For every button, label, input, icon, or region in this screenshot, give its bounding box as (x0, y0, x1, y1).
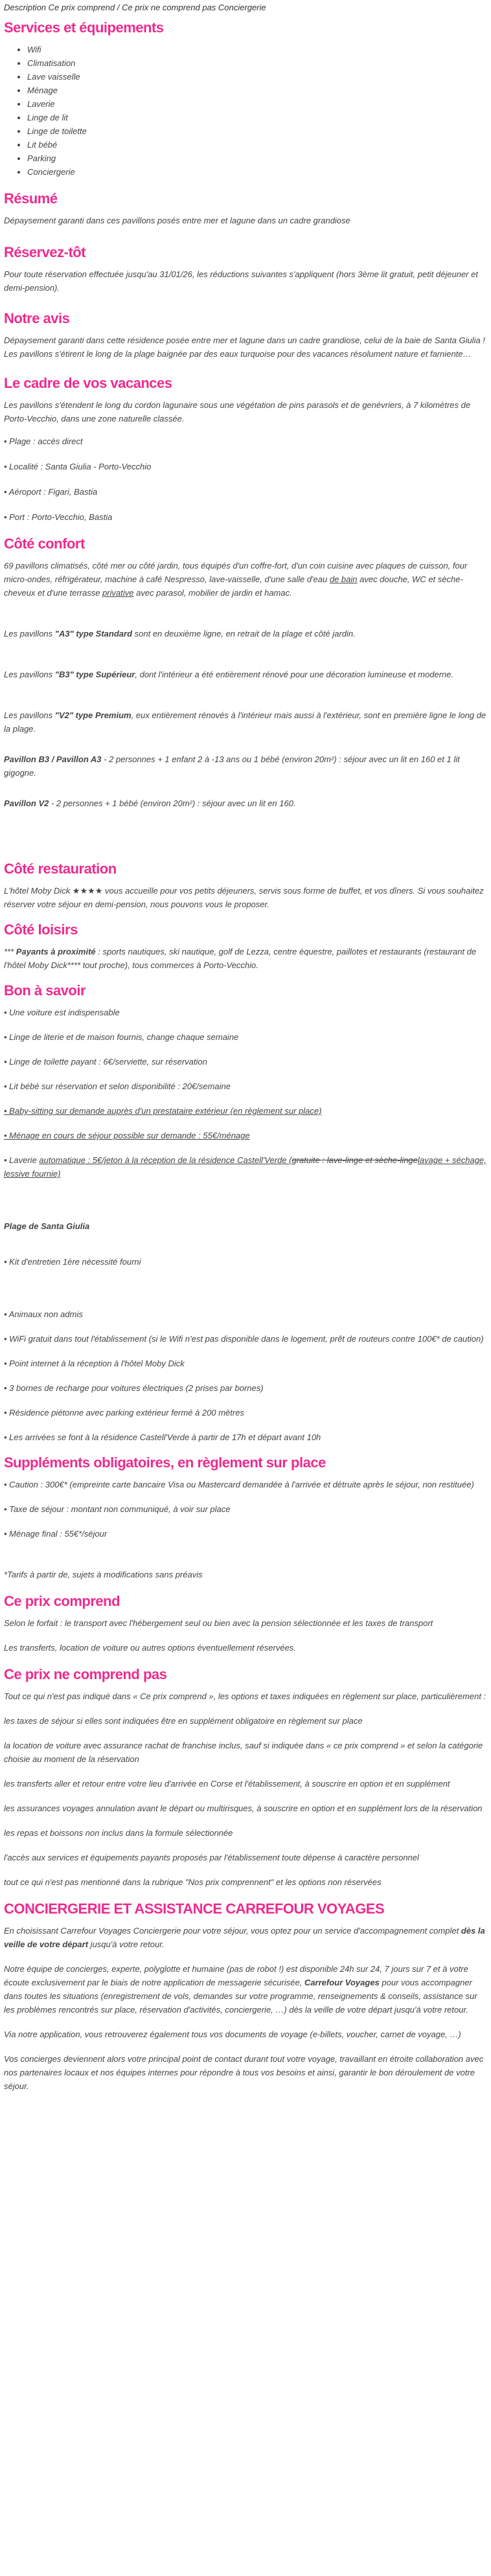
service-item: • Lit bébé (27, 138, 487, 152)
text-part: , dont l'intérieur a été entièrement rénové pour une décoration lumineuse et moderne. (135, 670, 454, 679)
text-part: Notre équipe de concierges, experte, polyglotte et humaine (pas de robot !) est disponible 24h sur 24, 7 jours sur 7 et à votre écoute exclusivement par le biais de notre application de messagerie sécurisée, (4, 1964, 468, 1987)
service-item: • Conciergerie (27, 165, 487, 179)
cadre-line-plage: • Plage : accès direct (4, 436, 83, 446)
ne-comprend-line: l'accès aux services et équipements payants proposés par l'établissement toute dépense à caractère personnel (4, 1853, 419, 1862)
ne-comprend-line: la location de voiture avec assurance rachat de franchise inclus, sauf si indiquée dans « ce prix comprend » et selon la catégorie choisie au moment de la réservation (4, 1741, 483, 1764)
conciergerie-p2 (4, 1962, 487, 2017)
plage-santa-giulia: Plage de Santa Giulia (4, 1221, 90, 1231)
text-underlined: automatique : 5€/jeton à la réception de la résidence Castell'Verde ( (39, 1155, 292, 1165)
confort-text-underlined: privative (102, 588, 134, 598)
pavillon-a3-text (4, 627, 487, 640)
text-part: jusqu'à votre retour. (88, 1939, 165, 1949)
savoir-laverie (4, 1153, 487, 1181)
service-item: • Linge de toilette (27, 124, 487, 138)
ne-comprend-line: Tout ce qui n'est pas indiqué dans « Ce prix comprend », les options et taxes indiquées en règlement sur place, particulièrement : (4, 1691, 486, 1701)
loisirs-title: Côté loisirs (4, 921, 78, 938)
text-part: - 2 personnes + 1 bébé (environ 20m²) : séjour avec un lit en 160. (49, 798, 296, 808)
text-bold: dès la veille de votre départ (4, 1926, 485, 1949)
savoir-line: • 3 bornes de recharge pour voitures électriques (2 prises par bornes) (4, 1383, 264, 1393)
pavillon-v2-cap-label: Pavillon V2 (4, 798, 49, 808)
cadre-line-aeroport: • Aéroport : Figari, Bastia (4, 487, 98, 497)
service-item: • Ménage (27, 84, 487, 97)
confort-text-underlined: de bain (329, 574, 358, 584)
confort-text-part: 69 pavillons climatisés, côté mer ou côté jardin, tous équipés d'un coffre-fort, d'un coin cuisine avec plaques de cuisson, four micro-ondes, réfrigérateur, machine à café Nespresso, lave-vaisselle, d'une salle d'eau (4, 561, 468, 584)
supplements-line: • Caution : 300€* (empreinte carte bancaire Visa ou Mastercard demandée à l'arrivée et détruite après le séjour, non restituée) (4, 1480, 474, 1489)
service-item: • Linge de lit (27, 111, 487, 124)
savoir-line: • Linge de toilette payant : 6€/serviette, sur réservation (4, 1057, 207, 1067)
ne-comprend-title: Ce prix ne comprend pas (4, 1666, 167, 1682)
conciergerie-title: CONCIERGERIE ET ASSISTANCE CARREFOUR VOYAGES (4, 1901, 385, 1917)
text-part: En choisissant Carrefour Voyages Conciergerie pour votre séjour, vous optez pour un service d'accompagnement complet (4, 1926, 461, 1936)
pavillon-a3-label: "A3" type Standard (54, 629, 133, 638)
savoir-line: • Baby-sitting sur demande auprès d'un prestataire extérieur (en règlement sur place) (4, 1106, 322, 1116)
pavillon-b3-label: "B3" type Supérieur (54, 670, 135, 679)
text-part: pour vous accompagner dans toutes les situations (enregistrement de vols, demandes sur votre programme, renseignements & conseils, assistance sur les problèmes rencontrés sur place, réservation d'activités, conciergerie, …) dès la veille de votre départ jusqu'à votre retour. (4, 1978, 477, 2015)
service-item: • Parking (27, 152, 487, 165)
cadre-line-localite: • Localité : Santa Giulia - Porto-Vecchio (4, 462, 152, 471)
ne-comprend-line: les assurances voyages annulation avant le départ ou multirisques, à souscrire en option et en supplément lors de la réservation (4, 1803, 483, 1813)
pavillon-v2-label: "V2" type Premium (54, 710, 131, 720)
cadre-line-port: • Port : Porto-Vecchio, Bastia (4, 512, 113, 522)
restauration-title: Côté restauration (4, 861, 117, 877)
savoir-line: • Ménage en cours de séjour possible sur demande : 55€/ménage (4, 1131, 250, 1140)
confort-text-part: avec douche, WC et sèche-cheveux et d'une terrasse (4, 574, 463, 598)
savoir-line: • Lit bébé sur réservation et selon disponibilité : 20€/semaine (4, 1081, 231, 1091)
text-part: • Laverie (4, 1155, 40, 1165)
ne-comprend-line: les repas et boissons non inclus dans la formule sélectionnée (4, 1828, 233, 1838)
savoir-line: • Animaux non admis (4, 1309, 83, 1319)
service-item: • Climatisation (27, 56, 487, 70)
cadre-intro: Les pavillons s'étendent le long du cordon lagunaire sous une végétation de pins parasols et de genévriers, à 7 kilomètres de Porto-Vecchio, dans une zone naturelle classée. (4, 400, 471, 424)
pavillon-v2-capacity (4, 797, 487, 810)
text-part: Les pavillons (4, 629, 55, 638)
confort-title: Côté confort (4, 536, 85, 552)
services-title: Services et équipements (4, 19, 164, 36)
resume-title: Résumé (4, 190, 58, 207)
avis-title: Notre avis (4, 310, 70, 326)
pavillon-v2-text (4, 708, 487, 736)
text-part: - 2 personnes + 1 enfant 2 à -13 ans ou 1 bébé (environ 20m²) : séjour avec un lit en 160 et 1 lit gigogne. (4, 754, 460, 778)
pavillon-b3-a3-capacity (4, 752, 487, 780)
comprend-title: Ce prix comprend (4, 1593, 120, 1609)
comprend-line: Les transferts, location de voiture ou autres options éventuellement réservées. (4, 1643, 296, 1653)
conciergerie-p3: Via notre application, vous retrouverez également tous vos documents de voyage (e-billets, voucher, carnet de voyage, …) (4, 2029, 461, 2039)
service-item: • Lave vaisselle (27, 70, 487, 84)
loisirs-label: Payants à proximité (16, 947, 96, 956)
text-struck: gratuite : lave-linge et sèche-linge (291, 1155, 418, 1165)
comprend-line: Selon le forfait : le transport avec l'hébergement seul ou bien avec la pension sélectionnée et les taxes de transport (4, 1618, 433, 1628)
tarifs-note: *Tarifs à partir de, sujets à modifications sans préavis (4, 1570, 203, 1579)
savoir-line: • Résidence piétonne avec parking extérieur fermé à 200 mètres (4, 1408, 244, 1418)
page-description-tabs: Description Ce prix comprend / Ce prix ne comprend pas Conciergerie (4, 3, 266, 12)
pavillon-b3-a3-label: Pavillon B3 / Pavillon A3 (4, 754, 102, 764)
ne-comprend-line: les taxes de séjour si elles sont indiquées être en supplément obligatoire en règlement sur place (4, 1716, 363, 1726)
reservez-text: Pour toute réservation effectuée jusqu'au 31/01/26, les réductions suivantes s'appliquent (hors 3ème lit gratuit, petit déjeuner et demi-pension). (4, 269, 478, 293)
supplements-line: • Taxe de séjour : montant non communiqué, à voir sur place (4, 1504, 231, 1514)
savoir-line: • Les arrivées se font à la résidence Castell'Verde à partir de 17h et départ avant 10h (4, 1432, 321, 1442)
text-part: : sports nautiques, ski nautique, golf de Lezza, centre équestre, paillotes et restaurants (restaurant de l'hôtel Moby Dick**** tout proche), tous commerces à Porto-Vecchio. (4, 947, 477, 970)
text-part: Les pavillons (4, 670, 55, 679)
resume-text: Dépaysement garanti dans ces pavillons posés entre mer et lagune dans un cadre grandiose (4, 216, 350, 225)
pavillon-b3-text (4, 668, 487, 681)
text-part: , eux entièrement rénovés à l'intérieur mais aussi à l'extérieur, sont en première ligne le long de la plage. (4, 710, 486, 734)
conciergerie-p1 (4, 1924, 487, 1951)
reservez-title: Réservez-tôt (4, 244, 86, 260)
text-underlined: lavage + séchage, lessive fournie) (4, 1155, 486, 1179)
savoir-line: • Kit d'entretien 1ère nécessité fourni (4, 1257, 141, 1267)
ne-comprend-line: tout ce qui n'est pas mentionné dans la rubrique "Nos prix comprennent" et les options non réservées (4, 1877, 382, 1887)
savoir-line: • Linge de literie et de maison fournis, change chaque semaine (4, 1032, 239, 1042)
ne-comprend-line: les transferts aller et retour entre votre lieu d'arrivée en Corse et l'établissement, à souscrire en option et en supplément (4, 1779, 450, 1789)
supplements-line: • Ménage final : 55€*/séjour (4, 1529, 108, 1539)
loisirs-text (4, 945, 487, 972)
avis-text: Dépaysement garanti dans cette résidence posée entre mer et lagune dans un cadre grandiose, celui de la baie de Santa Giulia ! Les pavillons s'étirent le long de la plage baignée par des eaux turquoise pour des vacances résolument nature et farniente… (4, 335, 485, 359)
savoir-line: • Point internet à la réception à l'hôtel Moby Dick (4, 1359, 185, 1368)
services-list (4, 43, 487, 179)
text-bold: Carrefour Voyages (304, 1978, 380, 1987)
conciergerie-p4: Vos concierges deviennent alors votre principal point de contact durant tout votre voyage, travaillant en étroite collaboration avec nos partenaires locaux et nos équipes internes pour répondre à tous vos besoins et ainsi, garantir le bon déroulement de votre séjour. (4, 2054, 484, 2091)
savoir-title: Bon à savoir (4, 982, 86, 999)
supplements-title: Suppléments obligatoires, en règlement sur place (4, 1454, 326, 1471)
text-part: Les pavillons (4, 710, 55, 720)
confort-text (4, 559, 487, 600)
restauration-text: L'hôtel Moby Dick ★★★★ vous accueille pour vos petits déjeuners, servis sous forme de buffet, et vos dîners. Si vous souhaitez réserver votre séjour en demi-pension, nous pouvons vous le proposer. (4, 886, 484, 909)
savoir-line: • WiFi gratuit dans tout l'établissement (si le Wifi n'est pas disponible dans le logement, prêt de routeurs contre 100€* de caution) (4, 1334, 484, 1344)
cadre-title: Le cadre de vos vacances (4, 375, 172, 391)
text-part: *** (4, 947, 16, 956)
text-part: sont en deuxième ligne, en retrait de la plage et côté jardin. (132, 629, 356, 638)
service-item: • Laverie (27, 97, 487, 111)
confort-text-part: avec parasol, mobilier de jardin et hamac. (133, 588, 292, 598)
service-item: • Wifi (27, 43, 487, 56)
savoir-line: • Une voiture est indispensable (4, 1008, 120, 1017)
